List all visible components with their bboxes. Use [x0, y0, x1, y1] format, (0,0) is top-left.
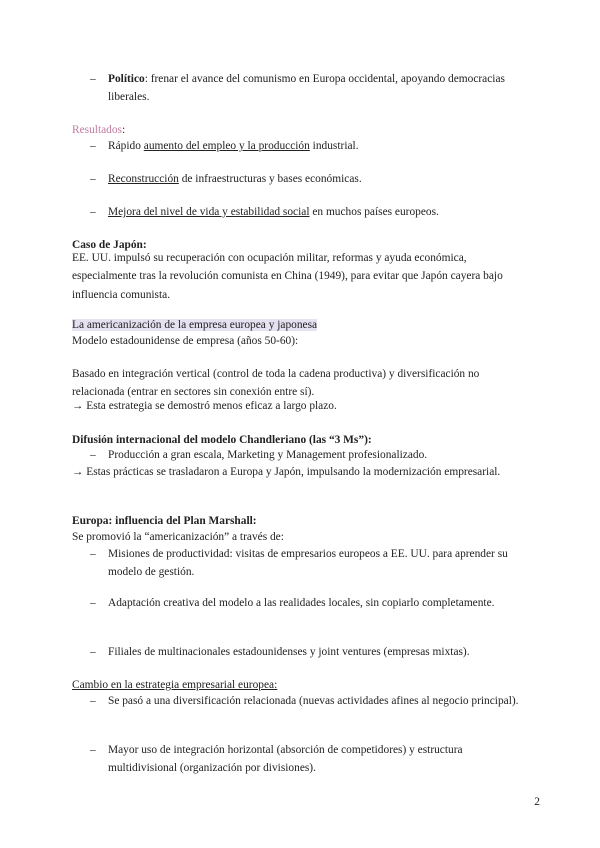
politico-text: [108, 70, 520, 107]
bullet-dash: –: [90, 140, 96, 152]
difusion-arrow-note: → Estas prácticas se trasladaron a Europa y Japón, impulsando la modernización empresarial.: [72, 466, 501, 478]
bullet-dash: –: [90, 449, 96, 461]
item-text: Misiones de productividad: visitas de empresarios europeos a EE. UU. para aprender su modelo de gestión.: [108, 548, 508, 579]
item-text: en muchos países europeos.: [309, 206, 439, 218]
bullet-dash: –: [90, 73, 96, 85]
bullet-dash: –: [90, 597, 96, 609]
item-text: Se pasó a una diversificación relacionada (nuevas actividades afines al negocio principal).: [108, 695, 519, 707]
americanizacion-heading: La americanización de la empresa europea y japonesa: [72, 319, 318, 331]
resultados-colon: :: [122, 124, 126, 136]
item-underlined: aumento del empleo y la producción: [143, 140, 310, 152]
bullet-dash: –: [90, 744, 96, 756]
resultados-label: Resultados: [72, 124, 122, 136]
europa-item: [90, 594, 520, 612]
item-text: industrial.: [309, 140, 359, 152]
difusion-item: [90, 446, 520, 464]
bullet-dash: –: [90, 695, 96, 707]
item-text: Filiales de multinacionales estadounidenses y joint ventures (empresas mixtas).: [108, 646, 470, 658]
europa-intro: Se promovió la “americanización” a través de:: [72, 531, 284, 543]
item-text: Mayor uso de integración horizontal (absorción de competidores) y estructura multidivisional (organización por divisiones).: [108, 744, 463, 775]
bullet-dash: –: [90, 646, 96, 658]
item-underlined: Mejora del nivel de vida y estabilidad social: [108, 206, 310, 218]
bullet-dash: –: [90, 173, 96, 185]
item-text: Producción a gran escala, Marketing y Management profesionalizado.: [108, 449, 428, 461]
cambio-item: [90, 741, 520, 778]
japon-body: EE. UU. impulsó su recuperación con ocupación militar, reformas y ayuda económica, especialmente tras la revolución comunista en China (1949), para evitar que Japón cayera bajo influencia comunista.: [72, 252, 503, 301]
politico-list-item: [90, 70, 520, 107]
japon-heading: Caso de Japón:: [72, 239, 147, 251]
politico-term: Político: [108, 73, 145, 85]
cambio-item: [90, 692, 520, 710]
item-underlined: Reconstrucción: [108, 173, 179, 185]
item-text: Rápido: [108, 140, 144, 152]
europa-item: [90, 643, 520, 661]
resultados-item: [90, 203, 520, 221]
europa-heading: Europa: influencia del Plan Marshall:: [72, 515, 257, 527]
item-text: de infraestructuras y bases económicas.: [178, 173, 362, 185]
cambio-heading: Cambio en la estrategia empresarial europea:: [72, 679, 278, 691]
americanizacion-subtitle: Modelo estadounidense de empresa (años 50-60):: [72, 335, 299, 347]
bullet-dash: –: [90, 206, 96, 218]
americanizacion-arrow-note: → Esta estrategia se demostró menos eficaz a largo plazo.: [72, 400, 337, 412]
resultados-item: [90, 137, 520, 155]
politico-desc: : frenar el avance del comunismo en Europa occidental, apoyando democracias liberales.: [108, 73, 505, 104]
resultados-item: [90, 170, 520, 188]
difusion-heading: Difusión internacional del modelo Chandleriano (las “3 Ms”):: [72, 434, 372, 446]
americanizacion-body: Basado en integración vertical (control de toda la cadena productiva) y diversificación no relacionada (entrar en sectores sin conexión entre sí).: [72, 368, 480, 399]
item-text: Adaptación creativa del modelo a las realidades locales, sin copiarlo completamente.: [108, 597, 495, 609]
europa-item: [90, 545, 520, 582]
bullet-dash: –: [90, 548, 96, 560]
page-number: 2: [534, 796, 540, 808]
